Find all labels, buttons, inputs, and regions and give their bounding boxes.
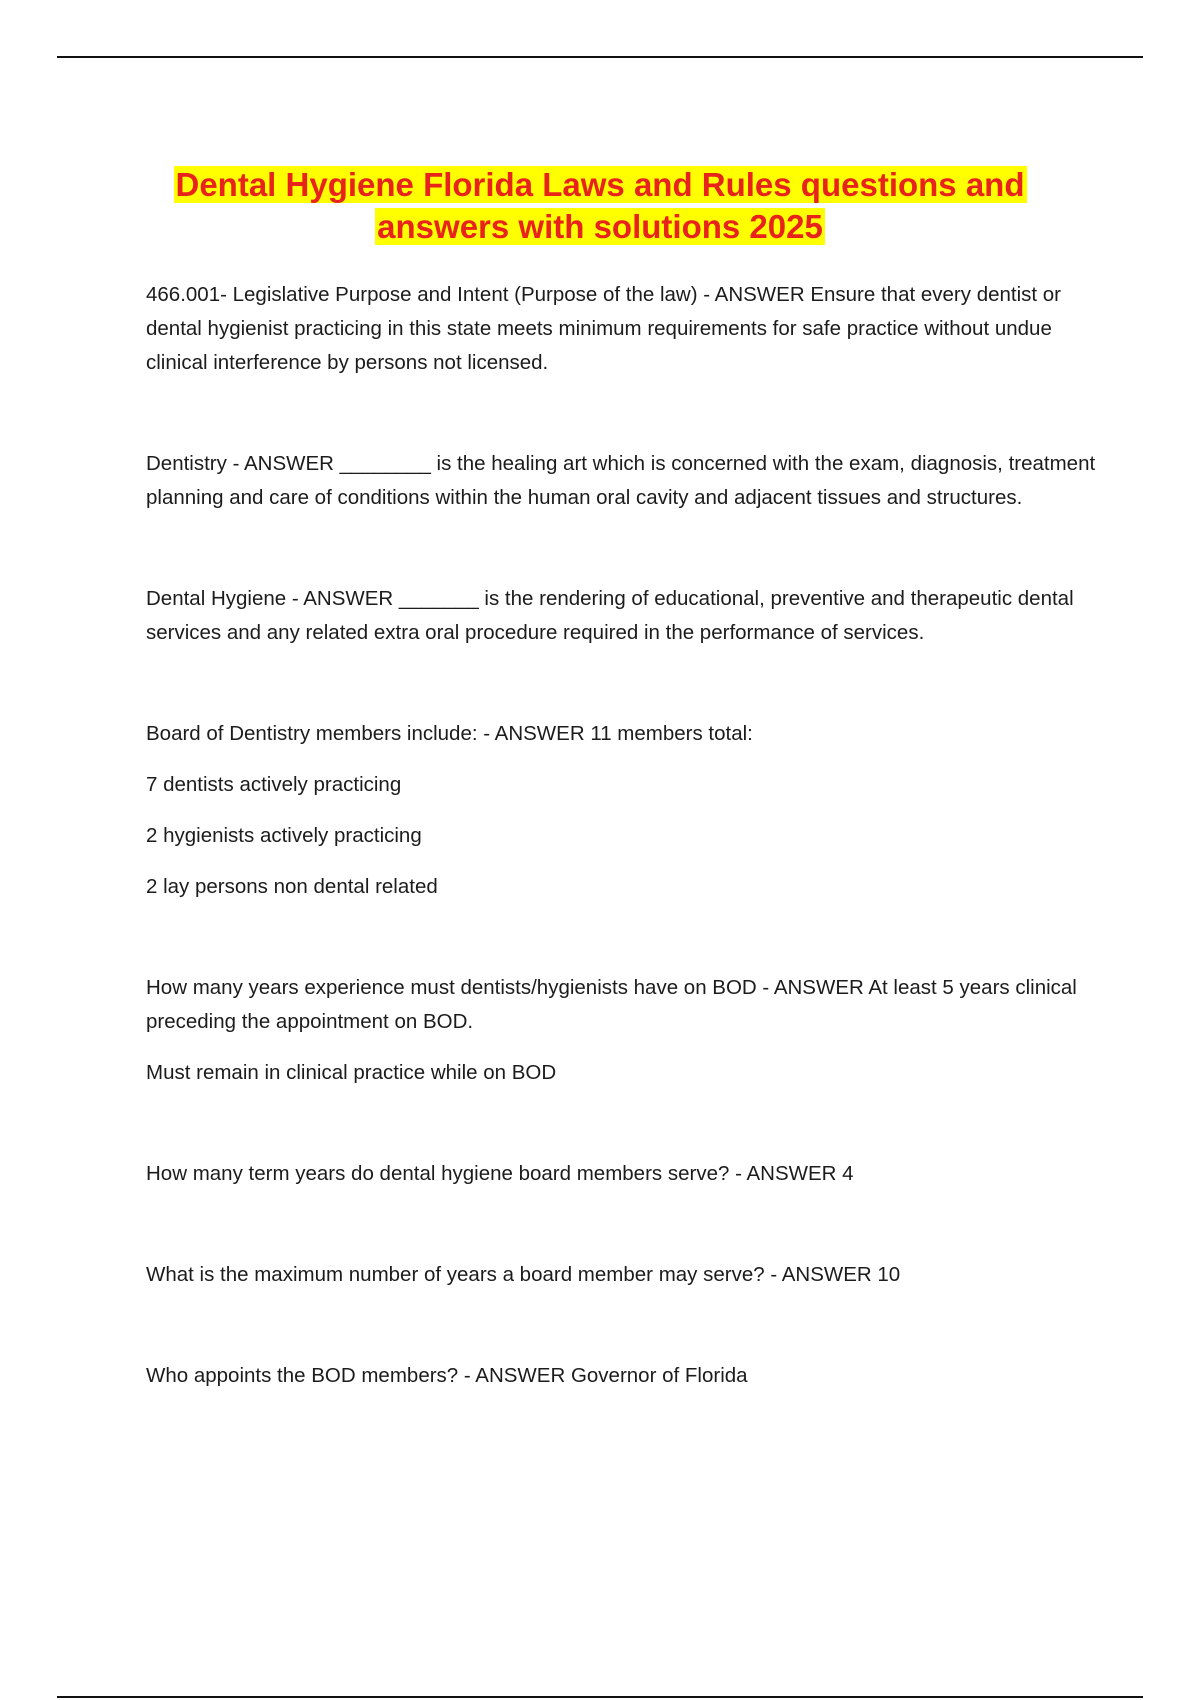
qa-subline: 2 lay persons non dental related [146, 875, 438, 898]
qa-text: Dentistry - ANSWER ________ is the healing art which is concerned with the exam, diagnosis, treatment planning and care of conditions within the human oral cavity and adjacent tissues and structures. [146, 452, 1096, 509]
top-rule [57, 56, 1143, 58]
qa-text: 466.001- Legislative Purpose and Intent (Purpose of the law) - ANSWER Ensure that every dentist or dental hygienist practicing in this state meets minimum requirements for safe practice without undue clinical interference by persons not licensed. [146, 283, 1062, 374]
qa-text: How many years experience must dentists/hygienists have on BOD - ANSWER At least 5 years clinical preceding the appointment on BOD. [146, 976, 1077, 1033]
qa-item-term-years [146, 1157, 1106, 1191]
qa-list [146, 278, 1106, 1460]
qa-subline: Must remain in clinical practice while on BOD [146, 1061, 557, 1084]
qa-item-dentistry [146, 447, 1106, 515]
qa-item-appointer [146, 1359, 1106, 1393]
qa-text: Board of Dentistry members include: - ANSWER 11 members total: [146, 722, 753, 745]
qa-item-board-members [146, 717, 1106, 904]
document-title [60, 164, 1140, 248]
qa-subline: 2 hygienists actively practicing [146, 824, 422, 847]
qa-text: Who appoints the BOD members? - ANSWER Governor of Florida [146, 1364, 748, 1387]
title-line-1: Dental Hygiene Florida Laws and Rules questions and [175, 166, 1025, 204]
qa-item-experience [146, 971, 1106, 1090]
qa-item-dental-hygiene [146, 582, 1106, 650]
qa-subline: 7 dentists actively practicing [146, 773, 402, 796]
qa-text: What is the maximum number of years a board member may serve? - ANSWER 10 [146, 1263, 901, 1286]
qa-text: Dental Hygiene - ANSWER _______ is the rendering of educational, preventive and therapeutic dental services and any related extra oral procedure required in the performance of services. [146, 587, 1074, 644]
bottom-rule [57, 1696, 1143, 1698]
qa-item-purpose [146, 278, 1106, 380]
qa-item-max-years [146, 1258, 1106, 1292]
title-line-2: answers with solutions 2025 [377, 208, 823, 246]
qa-text: How many term years do dental hygiene board members serve? - ANSWER 4 [146, 1162, 854, 1185]
